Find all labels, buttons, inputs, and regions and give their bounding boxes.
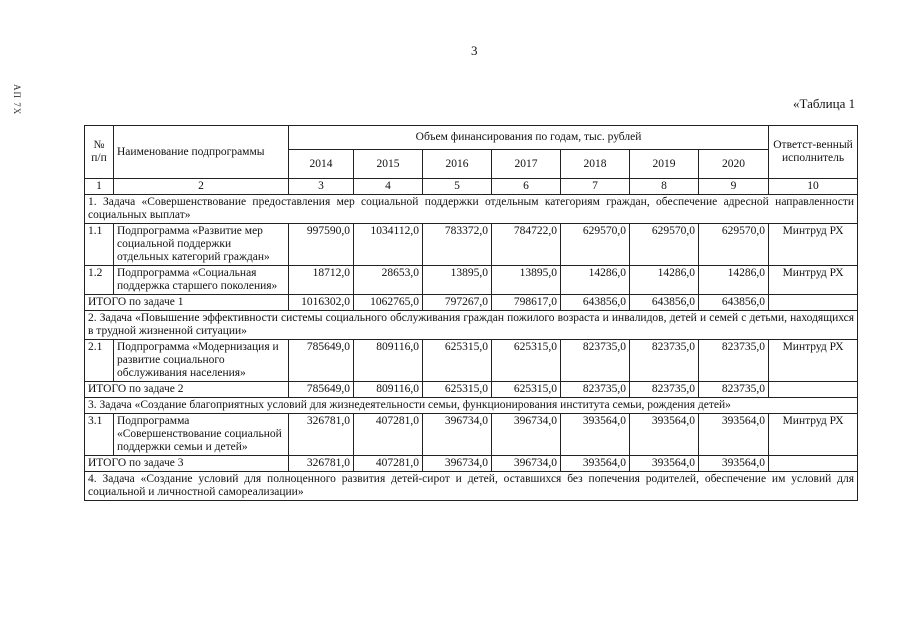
value-cell: 13895,0 — [492, 266, 561, 295]
total-value: 643856,0 — [561, 295, 630, 311]
column-index: 6 — [492, 179, 561, 195]
task-title: 4. Задача «Создание условий для полноценного развития детей-сирот и детей, оставшихся без попечения родителей, обеспечение им условий для социальной и личностной самореализации» — [85, 472, 858, 501]
total-value: 1016302,0 — [289, 295, 354, 311]
subprogram-name: Подпрограмма «Социальная поддержка старшего поколения» — [114, 266, 289, 295]
total-value: 823735,0 — [699, 382, 769, 398]
total-value: 393564,0 — [699, 456, 769, 472]
funding-table — [84, 125, 858, 501]
value-cell: 625315,0 — [423, 340, 492, 382]
value-cell: 629570,0 — [699, 224, 769, 266]
subprogram-num: 1.2 — [85, 266, 114, 295]
executor-cell: Минтруд РХ — [769, 224, 858, 266]
page-number: 3 — [471, 43, 478, 58]
executor-cell: Минтруд РХ — [769, 414, 858, 456]
value-cell: 396734,0 — [492, 414, 561, 456]
column-index: 7 — [561, 179, 630, 195]
total-row — [85, 295, 858, 311]
total-value: 785649,0 — [289, 382, 354, 398]
header-year: 2016 — [423, 150, 492, 179]
value-cell: 14286,0 — [561, 266, 630, 295]
total-executor — [769, 295, 858, 311]
total-value: 393564,0 — [561, 456, 630, 472]
subprogram-num: 2.1 — [85, 340, 114, 382]
side-mark: АП 7Х — [12, 84, 22, 116]
executor-cell: Минтруд РХ — [769, 266, 858, 295]
task-row — [85, 472, 858, 501]
total-value: 625315,0 — [492, 382, 561, 398]
value-cell: 393564,0 — [699, 414, 769, 456]
subprogram-name: Подпрограмма «Совершенствование социальной поддержки семьи и детей» — [114, 414, 289, 456]
value-cell: 785649,0 — [289, 340, 354, 382]
column-index: 4 — [354, 179, 423, 195]
task-row — [85, 195, 858, 224]
task-title: 1. Задача «Совершенствование предоставления мер социальной поддержки отдельным категориям граждан, обеспечение адресной направленности социальных выплат» — [85, 195, 858, 224]
total-value: 643856,0 — [630, 295, 699, 311]
value-cell: 18712,0 — [289, 266, 354, 295]
total-executor — [769, 382, 858, 398]
table-header — [85, 126, 858, 195]
value-cell: 1034112,0 — [354, 224, 423, 266]
total-executor — [769, 456, 858, 472]
header-year: 2018 — [561, 150, 630, 179]
column-index: 5 — [423, 179, 492, 195]
value-cell: 28653,0 — [354, 266, 423, 295]
total-value: 407281,0 — [354, 456, 423, 472]
value-cell: 783372,0 — [423, 224, 492, 266]
total-value: 823735,0 — [630, 382, 699, 398]
value-cell: 823735,0 — [699, 340, 769, 382]
total-value: 326781,0 — [289, 456, 354, 472]
value-cell: 823735,0 — [630, 340, 699, 382]
value-cell: 14286,0 — [699, 266, 769, 295]
total-label: ИТОГО по задаче 3 — [85, 456, 289, 472]
value-cell: 625315,0 — [492, 340, 561, 382]
header-year: 2017 — [492, 150, 561, 179]
subprogram-row — [85, 414, 858, 456]
task-title: 3. Задача «Создание благоприятных условий для жизнедеятельности семьи, функционирования института семьи, рождения детей» — [85, 398, 858, 414]
total-value: 393564,0 — [630, 456, 699, 472]
subprogram-row — [85, 340, 858, 382]
total-value: 823735,0 — [561, 382, 630, 398]
total-value: 396734,0 — [423, 456, 492, 472]
header-funding: Объем финансирования по годам, тыс. рублей — [289, 126, 769, 150]
total-value: 797267,0 — [423, 295, 492, 311]
value-cell: 14286,0 — [630, 266, 699, 295]
task-title: 2. Задача «Повышение эффективности системы социального обслуживания граждан пожилого возраста и инвалидов, детей и семей с детьми, находящихся в трудной жизненной ситуации» — [85, 311, 858, 340]
total-value: 643856,0 — [699, 295, 769, 311]
header-name: Наименование подпрограммы — [114, 126, 289, 179]
value-cell: 997590,0 — [289, 224, 354, 266]
header-year: 2015 — [354, 150, 423, 179]
task-row — [85, 311, 858, 340]
header-executor: Ответст-венный исполнитель — [769, 126, 858, 179]
value-cell: 326781,0 — [289, 414, 354, 456]
column-index-row — [85, 179, 858, 195]
value-cell: 784722,0 — [492, 224, 561, 266]
value-cell: 407281,0 — [354, 414, 423, 456]
column-index: 2 — [114, 179, 289, 195]
column-index: 9 — [699, 179, 769, 195]
column-index: 8 — [630, 179, 699, 195]
subprogram-name: Подпрограмма «Развитие мер социальной поддержки отдельных категорий граждан» — [114, 224, 289, 266]
value-cell: 823735,0 — [561, 340, 630, 382]
column-index: 10 — [769, 179, 858, 195]
header-num: № п/п — [85, 126, 114, 179]
value-cell: 629570,0 — [630, 224, 699, 266]
header-year: 2020 — [699, 150, 769, 179]
total-label: ИТОГО по задаче 2 — [85, 382, 289, 398]
table-caption: «Таблица 1 — [793, 96, 856, 111]
value-cell: 629570,0 — [561, 224, 630, 266]
total-value: 396734,0 — [492, 456, 561, 472]
total-value: 625315,0 — [423, 382, 492, 398]
total-value: 798617,0 — [492, 295, 561, 311]
executor-cell: Минтруд РХ — [769, 340, 858, 382]
subprogram-num: 1.1 — [85, 224, 114, 266]
value-cell: 393564,0 — [630, 414, 699, 456]
subprogram-num: 3.1 — [85, 414, 114, 456]
column-index: 3 — [289, 179, 354, 195]
value-cell: 809116,0 — [354, 340, 423, 382]
value-cell: 13895,0 — [423, 266, 492, 295]
task-row — [85, 398, 858, 414]
total-row — [85, 456, 858, 472]
value-cell: 396734,0 — [423, 414, 492, 456]
header-year: 2014 — [289, 150, 354, 179]
total-value: 809116,0 — [354, 382, 423, 398]
value-cell: 393564,0 — [561, 414, 630, 456]
subprogram-name: Подпрограмма «Модернизация и развитие социального обслуживания населения» — [114, 340, 289, 382]
total-label: ИТОГО по задаче 1 — [85, 295, 289, 311]
header-year: 2019 — [630, 150, 699, 179]
subprogram-row — [85, 224, 858, 266]
total-value: 1062765,0 — [354, 295, 423, 311]
column-index: 1 — [85, 179, 114, 195]
total-row — [85, 382, 858, 398]
subprogram-row — [85, 266, 858, 295]
